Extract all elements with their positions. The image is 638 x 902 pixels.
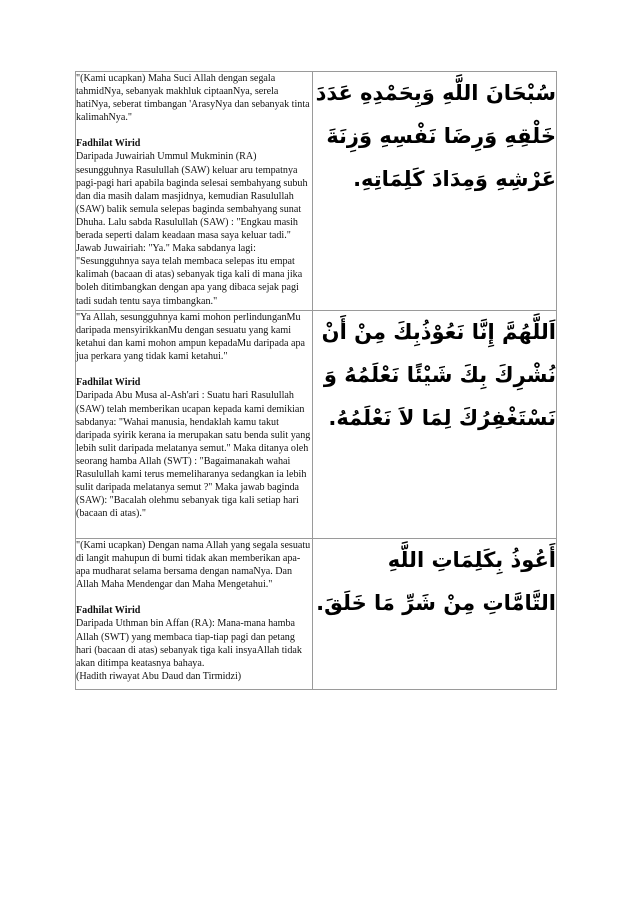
- translation-cell: [76, 311, 313, 539]
- translation-text: "(Kami ucapkan) Maha Suci Allah dengan segala tahmidNya, sebanyak makhluk ciptaanNya, serela hatiNya, seberat timbangan 'ArasyNya dan sebanyak tinta kalimahNya.": [76, 73, 313, 124]
- arabic-cell: [313, 311, 557, 539]
- fadhilat-title: Fadhilat Wirid: [76, 605, 141, 617]
- wirid-table: [75, 71, 557, 690]
- arabic-cell: [313, 539, 557, 690]
- arabic-cell: [313, 72, 557, 311]
- translation-text: "Ya Allah, sesungguhnya kami mohon perlindunganMu daripada mensyirikkanMu dengan sesuatu yang kami ketahui dan kami mohon ampun kepadaMu daripada apa jua perkara yang tidak kami ketahui.": [76, 312, 308, 363]
- arabic-text: اَللَّهُمَّ إِنَّا نَعُوْذُبِكَ مِنْ أَنْ نُشْرِكَ بِكَ شَيْئًا نَعْلَمُهُ وَ نَسْتَغْفِرُكَ لِمَا لاَ نَعْلَمُهُ.: [321, 320, 556, 430]
- translation-text: "(Kami ucapkan) Dengan nama Allah yang segala sesuatu di langit mahupun di bumi tidak akan memberikan apa-apa mudharat selama bersama dengan namaNya. Dan Allah Maha Mendengar dan Maha Mengetahui.": [76, 540, 313, 591]
- fadhilat-title: Fadhilat Wirid: [76, 138, 141, 150]
- arabic-text: سُبْحَانَ اللَّهِ وَبِحَمْدِهِ عَدَدَ خَلْقِهِ وَرِضَا نَفْسِهِ وَزِنَةَ عَرْشِهِ وَمِدَادَ كَلِمَاتِهِ.: [315, 81, 556, 191]
- table-row: [76, 72, 557, 311]
- translation-cell: [76, 539, 313, 690]
- fadhilat-text: Daripada Juwairiah Ummul Mukminin (RA) sesungguhnya Rasulullah (SAW) keluar aru tempatnya pagi-pagi hari apabila baginda selesai sembahyang subuh dan dia masih dalam masjidnya, kemudian Rasulullah (SAW) balik semula selepas baginda sembahyang sunat Dhuha. Lalu sabda Rasulullah (SAW) : "Engkau masih berada seperti dalam keadaan masa saya keluar tadi." Jawab Juwairiah: "Ya." Maka sabdanya lagi: "Sesungguhnya saya telah membaca selepas itu empat kalimah (bacaan di atas) sebanyak tiga kali di mana jika boleh ditimbangkan dengan apa yang dibaca sejak pagi tadi sudah tentu saya timbangkan.": [76, 151, 311, 307]
- fadhilat-title: Fadhilat Wirid: [76, 377, 141, 389]
- fadhilat-text: Daripada Abu Musa al-Ash'ari : Suatu hari Rasulullah (SAW) telah memberikan ucapan kepada kami demikian sabdanya: "Wahai manusia, hendaklah kamu takut daripada syirik kerana ia merupakan satu benda sulit yang lebih sulit daripada melatanya semut." Maka ditanya oleh seorang hamba Allah (SWT) : "Bagaimanakah wahai Rasulullah kami terus memeliharanya sedangkan ia lebih sulit daripada melatanya semut ?" Maka jawab baginda (SAW): "Bacalah olehmu sebanyak tiga kali setiap hari (bacaan di atas).": [76, 390, 313, 520]
- translation-cell: [76, 72, 313, 311]
- table-row: [76, 311, 557, 539]
- fadhilat-text: Daripada Uthman bin Affan (RA): Mana-mana hamba Allah (SWT) yang membaca tiap-tiap pagi dan petang hari (bacaan di atas) sebanyak tiga kali insyaAllah tidak akan ditimpa keatasnya bahaya. (Hadith riwayat Abu Daud dan Tirmidzi): [76, 618, 302, 682]
- table-row: [76, 539, 557, 690]
- arabic-text: أَعُوذُ بِكَلِمَاتِ اللَّهِ التَّامَّاتِ مِنْ شَرِّ مَا خَلَقَ.: [316, 548, 556, 615]
